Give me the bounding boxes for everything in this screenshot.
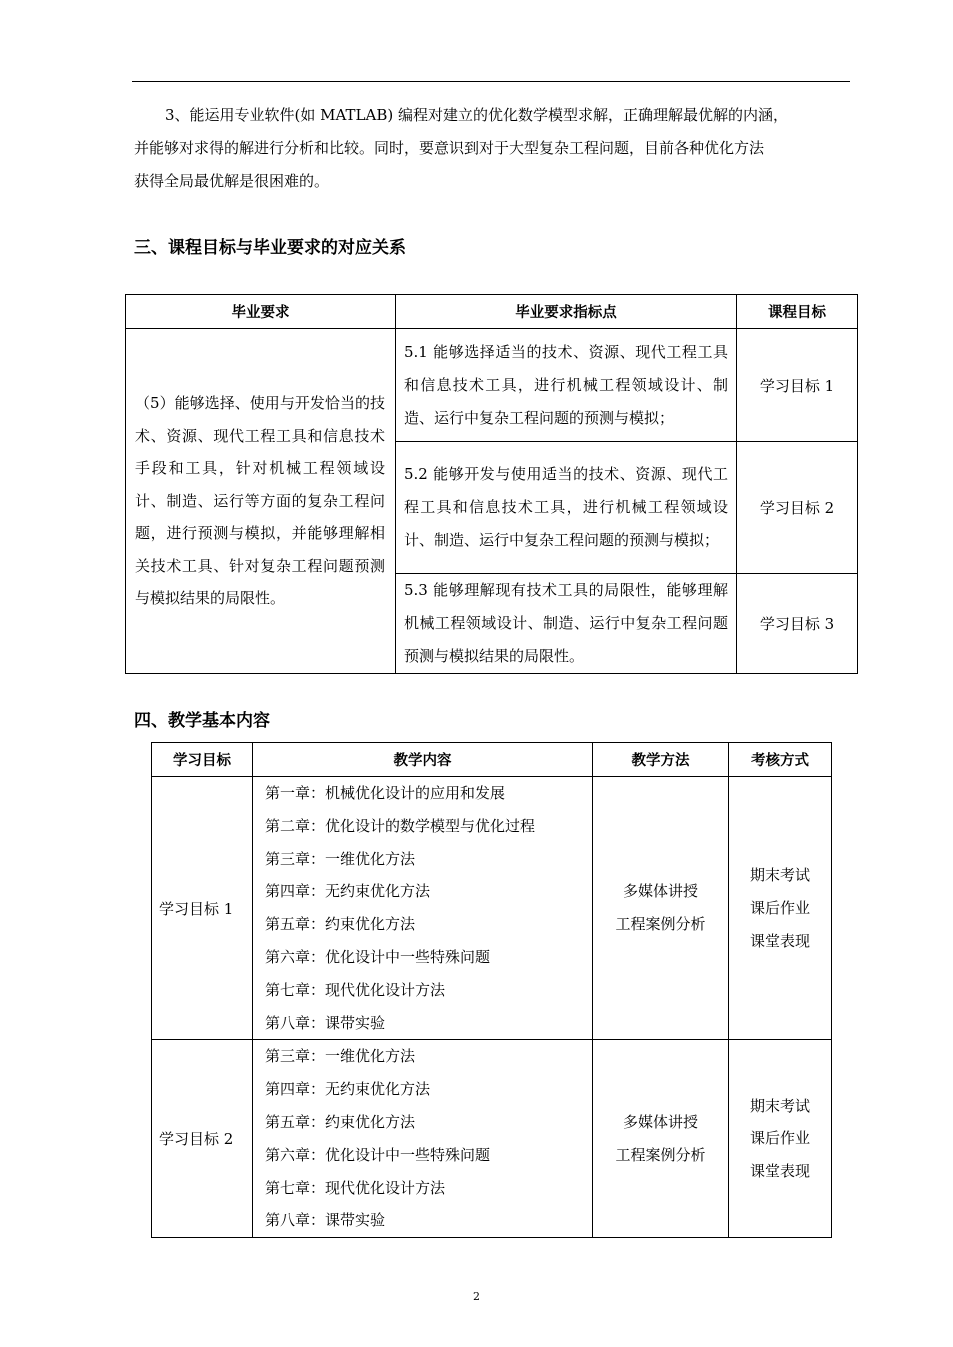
table-row	[152, 777, 832, 1040]
chapter-item: 第二章：优化设计的数学模型与优化过程	[265, 816, 536, 835]
chapter-item: 第六章：优化设计中一些特殊问题	[265, 1145, 491, 1164]
chapter-item: 第八章：课带实验	[265, 1211, 386, 1230]
intro-paragraph	[134, 99, 850, 198]
indicator-cell: 5.1 能够选择适当的技术、资源、现代工程工具和信息技术工具，进行机械工程领域设计、制造、运行中复杂工程问题的预测与模拟；	[396, 329, 737, 442]
chapter-item: 第四章：无约束优化方法	[265, 882, 431, 901]
method-cell	[593, 1040, 729, 1238]
assessment-item: 期末考试	[749, 865, 810, 884]
chapter-item: 第四章：无约束优化方法	[265, 1080, 431, 1099]
section-4-title: 四、教学基本内容	[134, 711, 270, 731]
assessment-cell	[729, 1040, 832, 1238]
assessment-item: 课后作业	[749, 898, 810, 917]
assessment-item: 期末考试	[749, 1096, 810, 1115]
paragraph-line: 获得全局最优解是很困难的。	[134, 172, 330, 190]
method-item: 工程案例分析	[615, 1145, 706, 1164]
paragraph-line: 3、能运用专业软件(如 MATLAB) 编程对建立的优化数学模型求解，正确理解最优解的内涵，	[165, 106, 788, 124]
header-target: 学习目标	[152, 743, 253, 777]
assessment-item: 课堂表现	[749, 931, 810, 950]
indicator-cell: 5.2 能够开发与使用适当的技术、资源、现代工程工具和信息技术工具，进行机械工程领域设计、制造、运行中复杂工程问题的预测与模拟；	[396, 442, 737, 574]
method-cell	[593, 777, 729, 1040]
assessment-item: 课后作业	[749, 1129, 810, 1148]
section-3-title: 三、课程目标与毕业要求的对应关系	[134, 238, 406, 258]
header-indicator: 毕业要求指标点	[396, 295, 737, 329]
chapter-item: 第五章：约束优化方法	[265, 1112, 416, 1131]
assessment-item: 课堂表现	[749, 1162, 810, 1181]
chapter-item: 第三章：一维优化方法	[265, 1047, 416, 1066]
method-item: 多媒体讲授	[622, 882, 698, 901]
requirements-mapping-table	[125, 294, 858, 674]
method-item: 工程案例分析	[615, 915, 706, 934]
chapter-item: 第六章：优化设计中一些特殊问题	[265, 947, 491, 966]
header-method: 教学方法	[593, 743, 729, 777]
chapters-cell	[253, 777, 593, 1040]
table-row	[152, 1040, 832, 1238]
chapter-item: 第八章：课带实验	[265, 1013, 386, 1032]
requirement-cell: （5）能够选择、使用与开发恰当的技术、资源、现代工程工具和信息技术手段和工具，针对机械工程领域设计、制造、运行等方面的复杂工程问题，进行预测与模拟，并能够理解相关技术工具、针对复杂工程问题预测与模拟结果的局限性。	[126, 329, 396, 674]
chapter-item: 第一章：机械优化设计的应用和发展	[265, 784, 506, 802]
goal-cell: 学习目标 1	[737, 329, 858, 442]
goal-cell: 学习目标 2	[737, 442, 858, 574]
method-item: 多媒体讲授	[622, 1112, 698, 1131]
chapter-item: 第三章：一维优化方法	[265, 849, 416, 868]
teaching-content-table	[151, 742, 832, 1238]
target-cell: 学习目标 2	[152, 1040, 253, 1238]
indicator-cell: 5.3 能够理解现有技术工具的局限性，能够理解机械工程领域设计、制造、运行中复杂工程问题预测与模拟结果的局限性。	[396, 574, 737, 674]
chapter-item: 第七章：现代优化设计方法	[265, 980, 446, 999]
paragraph-line: 并能够对求得的解进行分析和比较。同时，要意识到对于大型复杂工程问题，目前各种优化方法	[134, 139, 765, 157]
target-cell: 学习目标 1	[152, 777, 253, 1040]
table-row	[126, 329, 858, 442]
page-number: 2	[473, 1290, 480, 1303]
header-content: 教学内容	[253, 743, 593, 777]
chapter-item: 第五章：约束优化方法	[265, 915, 416, 934]
header-requirement: 毕业要求	[126, 295, 396, 329]
assessment-cell	[729, 777, 832, 1040]
header-rule	[132, 81, 850, 82]
goal-cell: 学习目标 3	[737, 574, 858, 674]
table-header-row	[126, 295, 858, 329]
header-course-goal: 课程目标	[737, 295, 858, 329]
header-assessment: 考核方式	[729, 743, 832, 777]
chapters-cell	[253, 1040, 593, 1238]
table-header-row	[152, 743, 832, 777]
chapter-item: 第七章：现代优化设计方法	[265, 1178, 446, 1197]
